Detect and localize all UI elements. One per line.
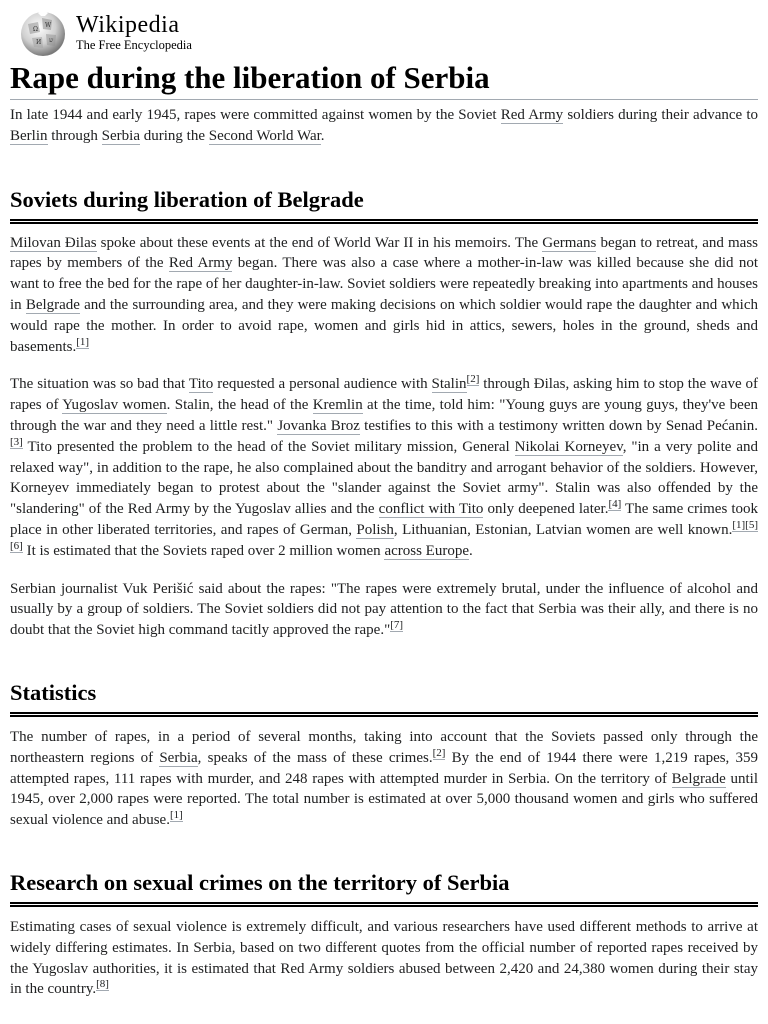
citation-link[interactable]: [7] [390, 619, 404, 632]
svg-text:Ω: Ω [33, 26, 38, 33]
citation [170, 809, 183, 822]
citation [608, 498, 621, 511]
link-nikolai-korneyev[interactable]: Nikolai Korneyev [514, 438, 623, 455]
link-serbia[interactable]: Serbia [159, 749, 198, 766]
citation-link[interactable]: [1] [76, 335, 90, 348]
section-heading: Research on sexual crimes on the territory of Serbia [10, 868, 758, 907]
paragraph: The number of rapes, in a period of several months, taking into account that the Soviets passed only through the northeastern regions of Serbia, speaks of the mass of these crimes.[2] By the end of 1944 there were 1,219 rapes, 359 attempted rapes, 111 rapes with murder, and 248 rapes with attempted murder in Serbia. On the territory of Belgrade until 1945, over 2,000 rapes were reported. The total number is estimated at over 5,000 thousand women and girls who suffered sexual violence and abuse.[1] [10, 728, 758, 829]
link-tito[interactable]: Tito [188, 376, 214, 393]
svg-text:ש: ש [49, 37, 54, 44]
citation-link[interactable]: [1] [169, 809, 183, 822]
paragraph: Milovan Đilas spoke about these events at the end of World War II in his memoirs. The Germans began to retreat, and mass rapes by members of the Red Army began. There was also a case where a mother-in-law was killed because she did not want to free the bed for the rape of her daughter-in-law. Soviet soldiers were repeatedly breaking into apartments and houses in Belgrade and the surrounding area, and they were making decisions on which soldier would rape the daughter and which would rape the mother. In order to avoid rape, women and girls hid in attics, sewers, holes in the ground, sheds and basements.[1] [10, 234, 758, 355]
intro-paragraph: In late 1944 and early 1945, rapes were committed against women by the Soviet Red Army soldiers during their advance to Berlin through Serbia during the Second World War. [10, 107, 758, 144]
citation-link[interactable]: [6] [10, 539, 23, 552]
paragraph: The situation was so bad that Tito requested a personal audience with Stalin[2] through Đilas, asking him to stop the wave of rapes of Yugoslav women. Stalin, the head of the Kremlin at the time, told him: "Young guys are young guys, they've been through the war and they need a little rest." Jovanka Broz testifies to this with a testimony written down by Senad Pećanin.[3] Tito presented the problem to the head of the Soviet military mission, General Nikolai Korneyev, "in a very polite and relaxed way", in addition to the rape, he also complained about the banditry and arrogant behavior of the soldiers. However, Korneyev immediately began to protest about the "slander against the Soviet army". Stalin was also offended by the "slandering" of the Red Army by the Yugoslav allies and the conflict with Tito only deepened later.[4] The same crimes took place in other liberated territories, and rapes of German, Polish, Lithuanian, Estonian, Latvian women are well known.[1][5][6] It is estimated that the Soviets raped over 2 million women across Europe. [10, 373, 759, 559]
section-heading: Soviets during liberation of Belgrade [10, 185, 758, 224]
link-milovan-djilas[interactable]: Milovan Đilas [10, 234, 97, 251]
citation-link[interactable]: [3] [10, 435, 23, 448]
svg-text:И: И [36, 39, 42, 46]
citation-link[interactable]: [2] [466, 373, 480, 386]
link-germans[interactable]: Germans [542, 234, 597, 251]
link-red-army[interactable]: Red Army [168, 255, 233, 272]
citation-link[interactable]: [8] [96, 978, 109, 991]
citation-link[interactable]: [5] [745, 518, 758, 531]
wikipedia-wordmark [76, 12, 192, 52]
section-soviets-belgrade [10, 185, 758, 641]
wikipedia-globe-icon [18, 10, 68, 58]
paragraph: Serbian journalist Vuk Perišić said about the rapes: "The rapes were extremely brutal, under the influence of alcohol and usually by a group of soldiers. The Soviet soldiers did not pay attention to the fact that Serbia was their ally, and there is no doubt that the Soviet high command tacitly approved the rape."[7] [10, 580, 758, 639]
link-stalin[interactable]: Stalin [431, 376, 467, 393]
site-header [10, 0, 758, 58]
section-heading: Statistics [10, 678, 758, 717]
link-yugoslav-women[interactable]: Yugoslav women [62, 397, 167, 414]
citation [96, 978, 109, 991]
citation-link[interactable]: [1] [732, 518, 746, 531]
link-berlin[interactable]: Berlin [10, 127, 48, 144]
link-jovanka-broz[interactable]: Jovanka Broz [277, 417, 360, 434]
citation [433, 747, 446, 760]
wordmark-tagline: The Free Encyclopedia [76, 38, 192, 52]
citation [467, 373, 480, 386]
svg-text:W: W [45, 22, 52, 29]
section-research [10, 868, 758, 1000]
link-serbia[interactable]: Serbia [101, 127, 140, 144]
link-conflict-with-tito[interactable]: conflict with Tito [378, 501, 484, 518]
citation-link[interactable]: [4] [608, 498, 622, 511]
citation [390, 619, 403, 632]
citation [10, 436, 23, 449]
link-second-world-war[interactable]: Second World War [208, 127, 321, 144]
link-kremlin[interactable]: Kremlin [312, 397, 363, 414]
citation-link[interactable]: [2] [432, 746, 446, 759]
link-belgrade[interactable]: Belgrade [671, 770, 726, 787]
page-title: Rape during the liberation of Serbia [10, 59, 758, 100]
link-polish[interactable]: Polish [356, 521, 394, 538]
link-across-europe[interactable]: across Europe [384, 542, 469, 559]
paragraph: Estimating cases of sexual violence is extremely difficult, and various researchers have used different methods to arrive at widely differing estimates. In Serbia, based on two different quotes from the official number of reported rapes received by the Yugoslav authorities, it is estimated that Red Army soldiers abused between 2,420 and 24,380 women during their stay in the country.[8] [10, 918, 758, 998]
link-belgrade[interactable]: Belgrade [25, 296, 80, 313]
wordmark-title: Wikipedia [76, 12, 180, 38]
link-red-army[interactable]: Red Army [500, 107, 564, 123]
section-statistics [10, 678, 758, 831]
citation [76, 336, 89, 349]
